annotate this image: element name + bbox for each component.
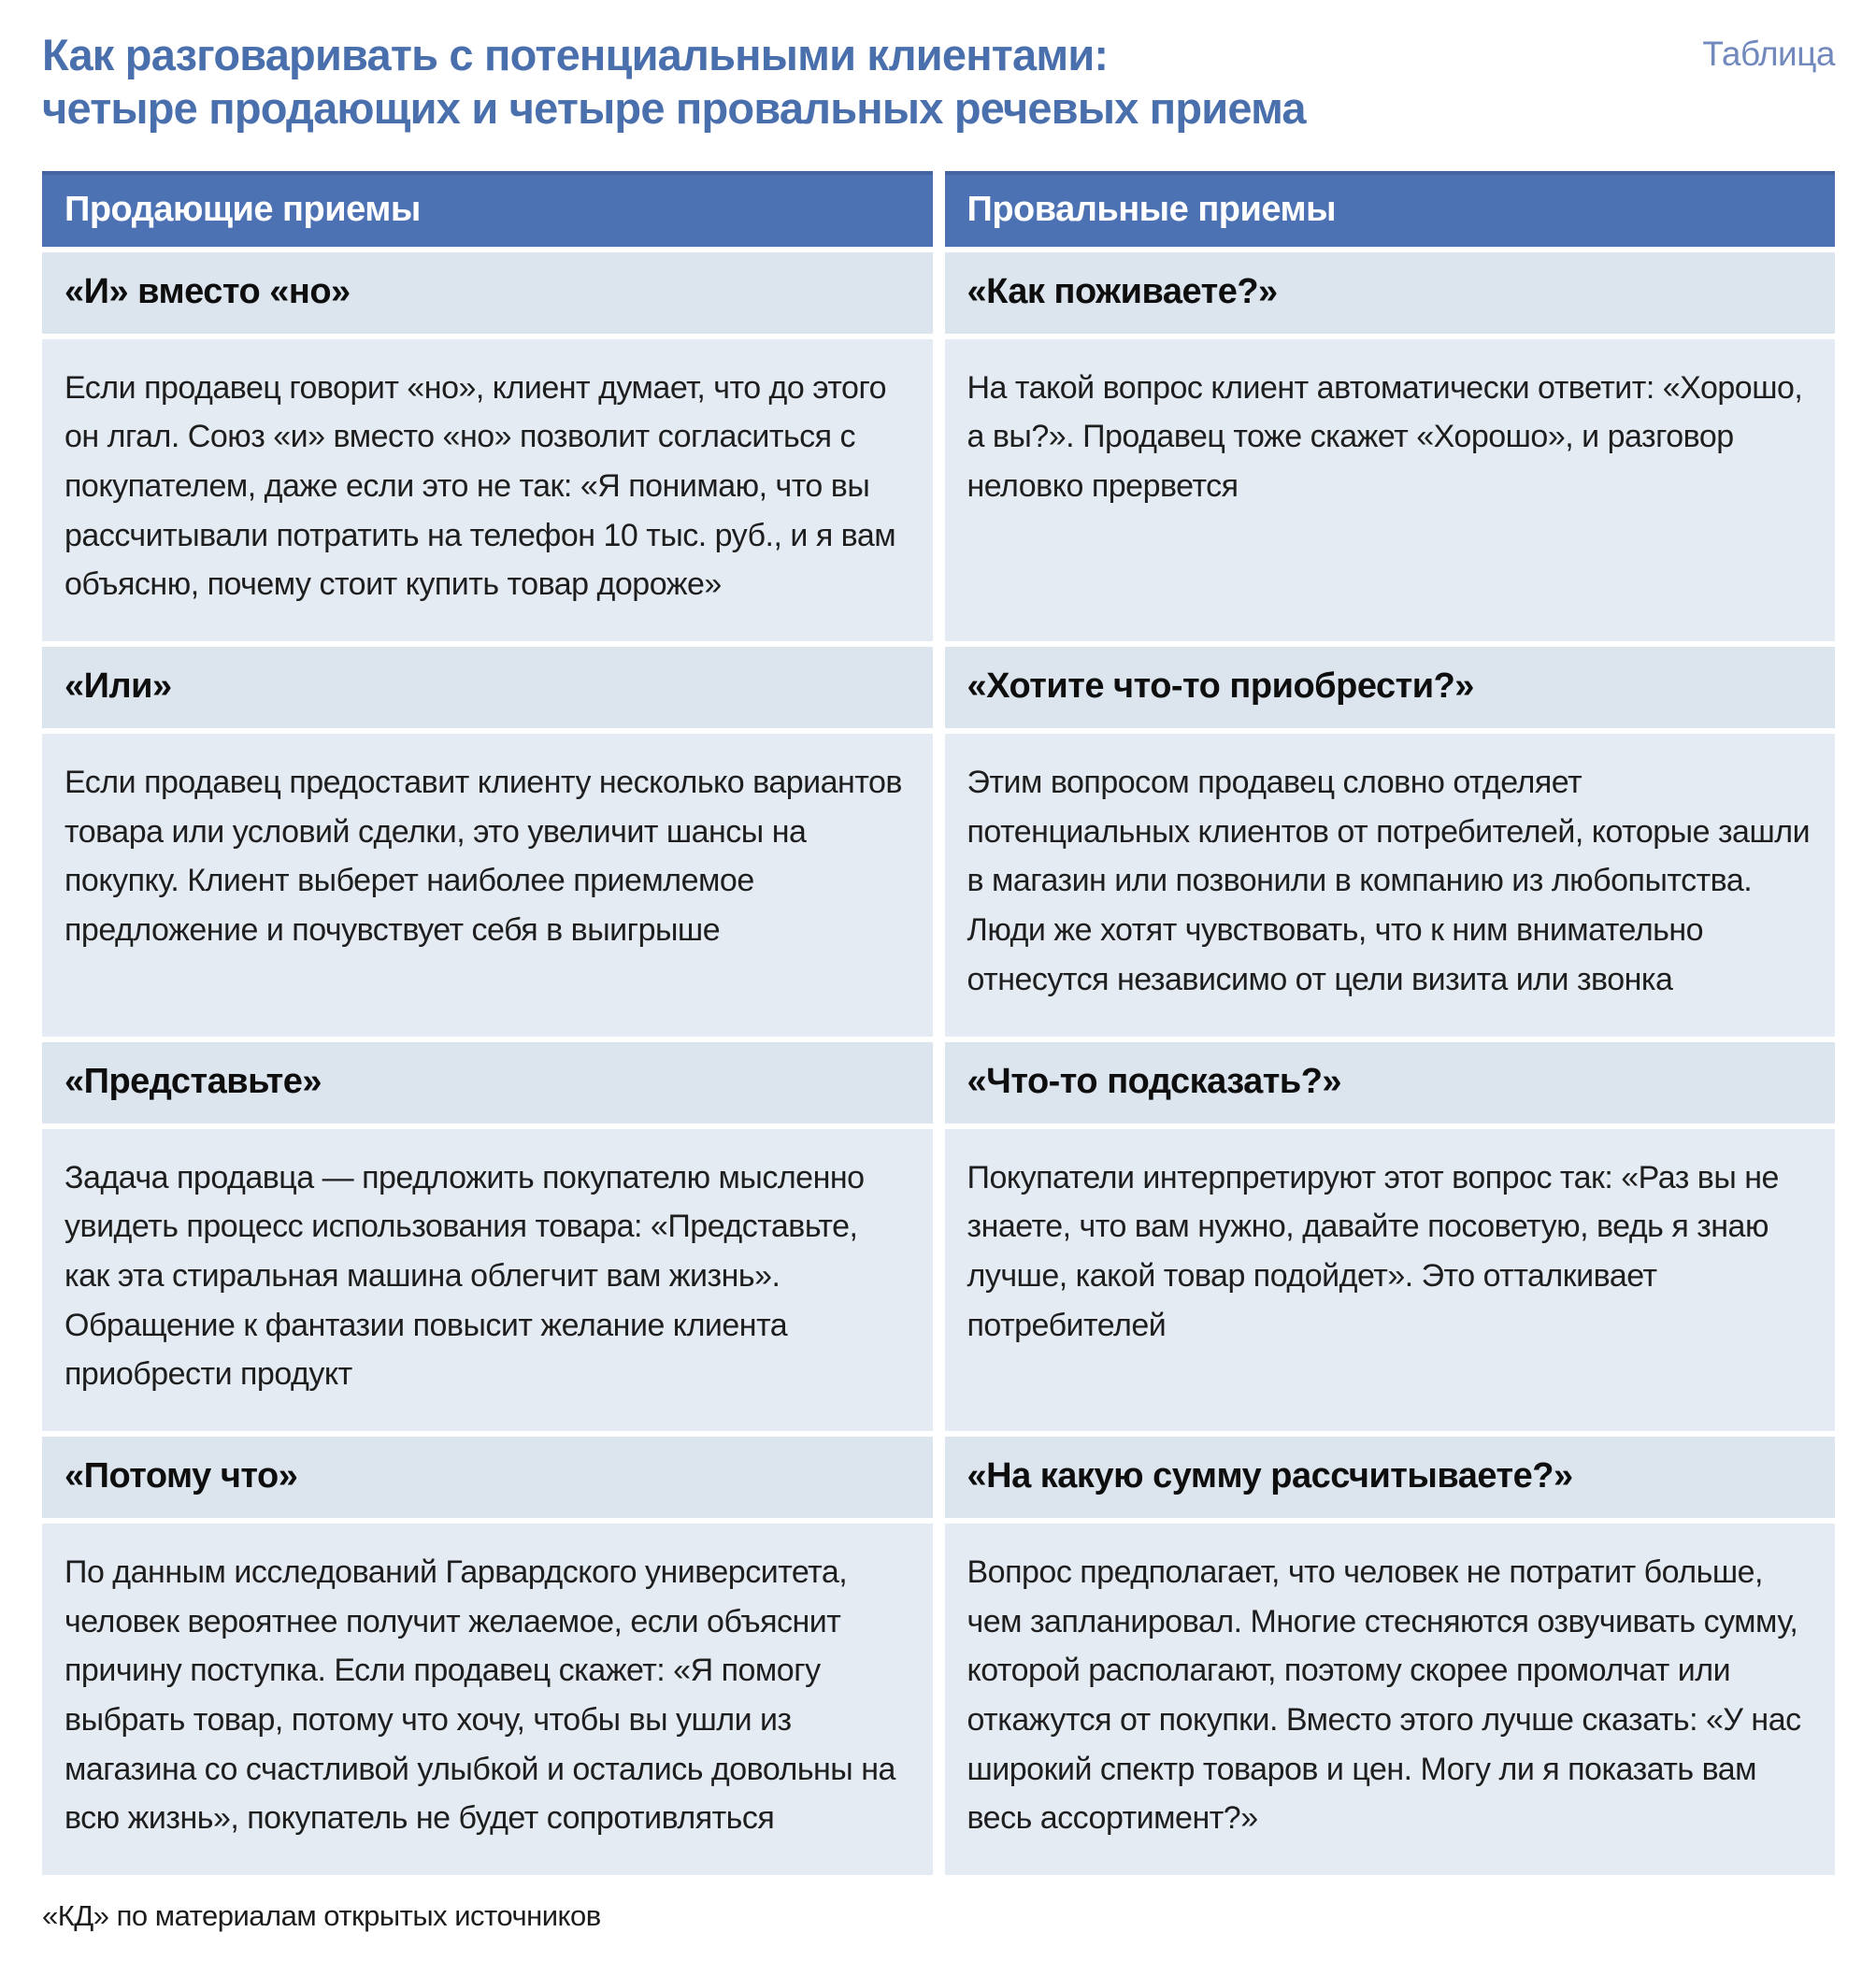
row-2-left-body: Если продавец предоставит клиенту несколько вариантов товара или условий сделки, это увеличит шансы на покупку. Клиент выберет наиболее приемлемое предложение и почувствует себя в выигрыше [42, 734, 933, 1036]
column-header-failing: Провальные приемы [945, 171, 1836, 247]
row-3-left-title: «Представьте» [42, 1042, 933, 1124]
row-3-left-body: Задача продавца — предложить покупателю мысленно увидеть процесс использования товара: «Представьте, как эта стиральная машина облегчит вам жизнь». Обращение к фантазии повысит желание клиента приобрести продукт [42, 1129, 933, 1431]
row-4-left-body: По данным исследований Гарвардского университета, человек вероятнее получит желаемое, если объяснит причину поступка. Если продавец скажет: «Я помогу выбрать товар, потому что хочу, чтобы вы ушли из магазина со счастливой улыбкой и остались довольны на всю жизнь», покупатель не будет сопротивляться [42, 1524, 933, 1875]
masthead [42, 28, 1835, 136]
row-1-left-title: «И» вместо «но» [42, 252, 933, 334]
corner-label: Таблица [1702, 35, 1835, 73]
column-header-selling: Продающие приемы [42, 171, 933, 247]
row-3-right-title: «Что-то подсказать?» [945, 1042, 1836, 1124]
row-2-right-body: Этим вопросом продавец словно отделяет потенциальных клиентов от потребителей, которые зашли в магазин или позвонили в компанию из любопытства. Люди же хотят чувствовать, что к ним внимательно отнесутся независимо от цели визита или звонка [945, 734, 1836, 1036]
row-3-right-body: Покупатели интерпретируют этот вопрос так: «Раз вы не знаете, что вам нужно, давайте посоветую, ведь я знаю лучше, какой товар подойдет». Это отталкивает потребителей [945, 1129, 1836, 1431]
source-note: «КД» по материалам открытых источников [42, 1899, 601, 1933]
page-title-line2: четыре продающих и четыре провальных речевых приема [42, 83, 1306, 134]
row-2-left-title: «Или» [42, 647, 933, 728]
row-1-right-body: На такой вопрос клиент автоматически ответит: «Хорошо, а вы?». Продавец тоже скажет «Хорошо», и разговор неловко прервется [945, 339, 1836, 641]
row-4-right-body: Вопрос предполагает, что человек не потратит больше, чем запланировал. Многие стесняются озвучивать сумму, которой располагают, поэтому скорее промолчат или откажутся от покупки. Вместо этого лучше сказать: «У нас широкий спектр товаров и цен. Могу ли я показать вам весь ассортимент?» [945, 1524, 1836, 1875]
page-title-line1: Как разговаривать с потенциальными клиентами: [42, 30, 1109, 79]
row-1-left-body: Если продавец говорит «но», клиент думает, что до этого он лгал. Союз «и» вместо «но» позволит согласиться с покупателем, даже если это не так: «Я понимаю, что вы рассчитывали потратить на телефон 10 тыс. руб., и я вам объясню, почему стоит купить товар дороже» [42, 339, 933, 641]
row-2-right-title: «Хотите что-то приобрести?» [945, 647, 1836, 728]
row-1-right-title: «Как поживаете?» [945, 252, 1836, 334]
row-4-right-title: «На какую сумму рассчитываете?» [945, 1437, 1836, 1518]
table [42, 171, 1835, 1875]
row-4-left-title: «Потому что» [42, 1437, 933, 1518]
page-title [42, 28, 1306, 136]
